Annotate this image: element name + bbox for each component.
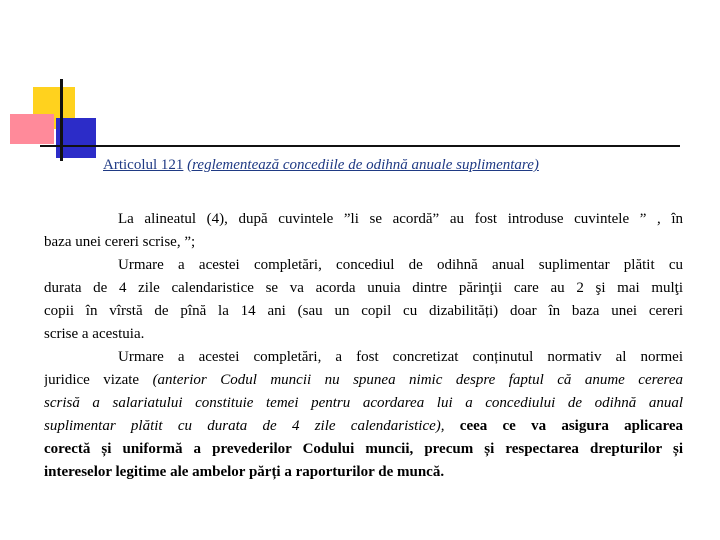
paragraph-3-line-3: scrisă a salariatului constituie temei pentru acordarea lui a concediului de odihnă anual — [44, 395, 683, 411]
paragraph-3-line-6: intereselor legitime ale ambelor părți a raporturilor de muncă. — [44, 464, 445, 480]
vertical-divider-line — [60, 79, 63, 161]
paragraph-3-line-4-bold: ceea ce va asigura aplicarea — [459, 418, 683, 434]
pink-square-decoration — [10, 114, 54, 144]
paragraph-3-line-2 — [44, 369, 683, 392]
article-body — [44, 208, 683, 484]
paragraph-2-line-1: Urmare a acestei completări, concediul de odihnă anual suplimentar plătit cu — [118, 257, 683, 273]
paragraph-1-line-1: La alineatul (4), după cuvintele ”li se acordă” au fost introduse cuvintele ” , în — [118, 211, 683, 227]
paragraph-3-line-4-italic: suplimentar plătit cu durata de 4 zile calendaristice), — [44, 418, 445, 434]
paragraph-3-line-2-normal: juridice vizate — [44, 372, 140, 388]
paragraph-3-line-5: corectă și uniformă a prevederilor Codului muncii, precum și respectarea drepturilor și — [44, 441, 683, 457]
paragraph-3-line-2-italic: (anterior Codul muncii nu spunea nimic despre faptul că anume cererea — [152, 372, 683, 388]
slide-decoration — [0, 0, 720, 170]
article-title-subtitle: (reglementează concediile de odihnă anuale suplimentare) — [187, 157, 539, 173]
paragraph-2-line-4: scrise a acestuia. — [44, 326, 145, 342]
article-title — [103, 157, 539, 174]
paragraph-2-line-3: copii în vîrstă de pînă la 14 ani (sau un copil cu dizabilități) doar în baza unei cereri — [44, 303, 683, 319]
article-title-main: Articolul 121 — [103, 157, 184, 173]
paragraph-2-line-2: durata de 4 zile calendaristice se va acorda unuia dintre părinţii care au 2 şi mai mulţi — [44, 280, 683, 296]
paragraph-1-line-2: baza unei cereri scrise, ”; — [44, 234, 196, 250]
paragraph-3-line-1: Urmare a acestei completări, a fost concretizat conținutul normativ al normei — [118, 349, 683, 365]
paragraph-3-line-4 — [44, 415, 683, 438]
horizontal-divider-line — [40, 145, 680, 147]
